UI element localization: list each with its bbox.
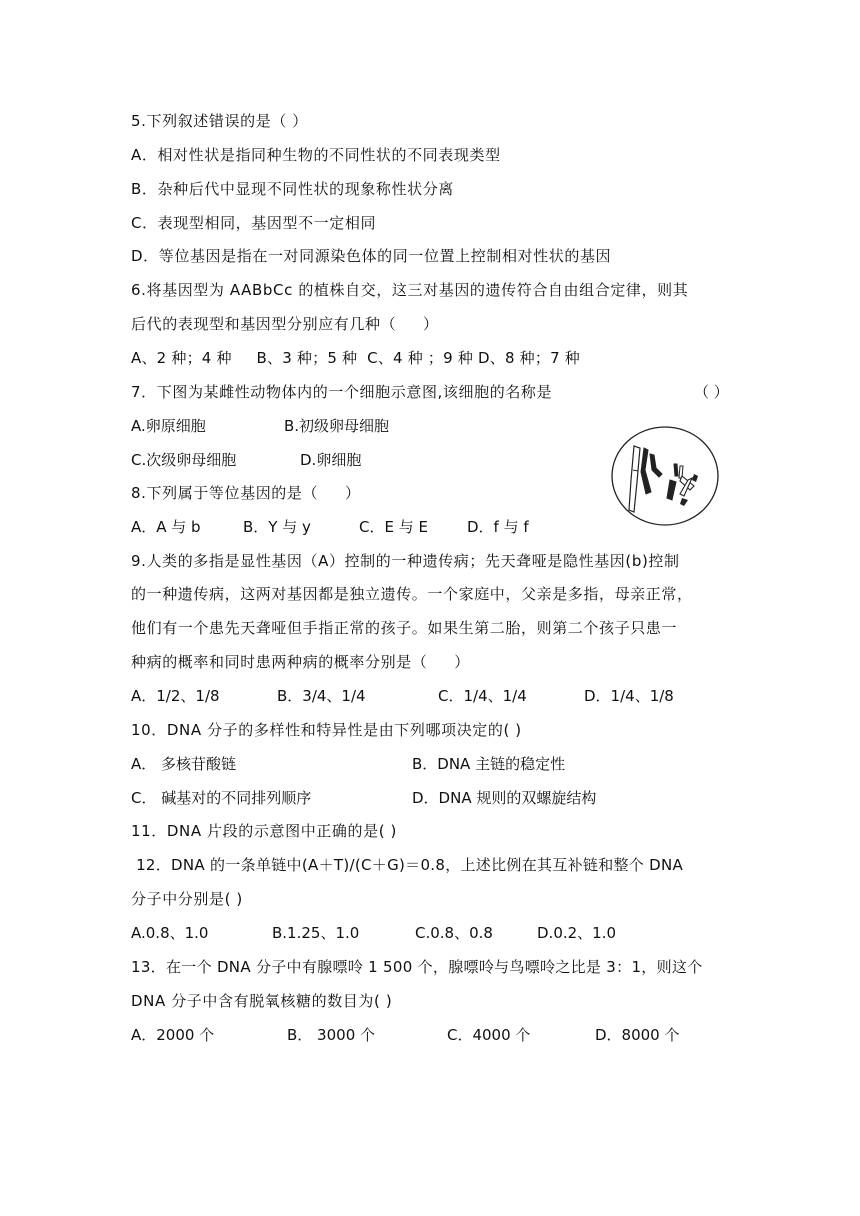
q13-option-a: A．2000 个 [131, 1026, 215, 1044]
q6-options: A、2 种；4 种 B、3 种；5 种 C、4 种 ；9 种 D、8 种；7 种 [131, 349, 580, 367]
q5-stem: 5.下列叙述错误的是（ ） [131, 112, 308, 130]
q5-option-c: C．表现型相同，基因型不一定相同 [131, 214, 377, 232]
q7-stem: 7．下图为某雌性动物体内的一个细胞示意图,该细胞的名称是 [131, 383, 553, 401]
q5-option-a: A．相对性状是指同种生物的不同性状的不同表现类型 [131, 146, 501, 164]
q9-options [131, 686, 731, 706]
q10-option-b: B．DNA 主链的稳定性 [412, 755, 566, 773]
q9-option-a: A．1/2、1/8 [131, 687, 220, 705]
q12-option-c: C.0.8、0.8 [415, 924, 493, 942]
q13-options [131, 1025, 731, 1045]
q12-option-d: D.0.2、1.0 [537, 924, 617, 942]
q9-line1: 9.人类的多指是显性基因（A）控制的一种遗传病；先天聋哑是隐性基因(b)控制 [131, 552, 680, 570]
q8-option-c: C．E 与 E [359, 518, 428, 536]
q12-line2: 分子中分别是( ) [131, 890, 243, 908]
q7-option-a: A.卵原细胞 [131, 417, 206, 435]
q10-options-row1 [131, 754, 731, 774]
q8-options [131, 517, 611, 537]
q9-line4: 种病的概率和同时患两种病的概率分别是（ ） [131, 653, 470, 671]
q12-option-b: B.1.25、1.0 [272, 924, 360, 942]
q12-options [131, 923, 731, 943]
q9-option-d: D．1/4、1/8 [584, 687, 674, 705]
q11-stem: 11．DNA 片段的示意图中正确的是( ) [131, 822, 397, 840]
q8-option-d: D．f 与 f [467, 518, 529, 536]
q7-options-row1 [131, 416, 611, 436]
q7-options-row2 [131, 450, 611, 470]
q12-option-a: A.0.8、1.0 [131, 924, 209, 942]
q13-line1: 13．在一个 DNA 分子中有腺嘌呤 1 500 个，腺嘌呤与鸟嘌呤之比是 3：1，则这个 [131, 958, 703, 976]
q9-line2: 的一种遗传病，这两对基因都是独立遗传。一个家庭中，父亲是多指，母亲正常， [131, 585, 693, 603]
q13-line2: DNA 分子中含有脱氧核糖的数目为( ) [131, 992, 393, 1010]
q9-option-c: C．1/4、1/4 [438, 687, 527, 705]
q10-option-c: C． 碱基对的不同排列顺序 [131, 789, 312, 807]
q6-stem-line2: 后代的表现型和基因型分别应有几种（ ） [131, 315, 439, 333]
q8-stem: 8.下列属于等位基因的是（ ） [131, 484, 361, 502]
q9-option-b: B．3/4、1/4 [277, 687, 366, 705]
q10-options-row2 [131, 788, 731, 808]
q7-option-b: B.初级卵母细胞 [284, 417, 390, 435]
q5-option-b: B．杂种后代中显现不同性状的现象称性状分离 [131, 180, 454, 198]
q7-answer-paren: （ ） [694, 383, 729, 401]
q5-option-d: D．等位基因是指在一对同源染色体的同一位置上控制相对性状的基因 [131, 247, 612, 265]
q12-line1: 12．DNA 的一条单链中(A＋T)/(C＋G)＝0.8，上述比例在其互补链和整个 DNA [131, 856, 684, 874]
q10-option-a: A． 多核苷酸链 [131, 755, 237, 773]
q9-line3: 他们有一个患先天聋哑但手指正常的孩子。如果生第二胎，则第二个孩子只患一 [131, 619, 678, 637]
q13-option-d: D．8000 个 [595, 1026, 680, 1044]
q8-option-a: A．A 与 b [131, 518, 201, 536]
q7-option-c: C.次级卵母细胞 [131, 451, 237, 469]
q7-option-d: D.卵细胞 [300, 451, 362, 469]
q13-option-b: B． 3000 个 [287, 1026, 376, 1044]
q10-option-d: D．DNA 规则的双螺旋结构 [412, 789, 597, 807]
cell-diagram-icon [610, 424, 720, 528]
q8-option-b: B．Y 与 y [243, 518, 311, 536]
q10-stem: 10．DNA 分子的多样性和特异性是由下列哪项决定的( ) [131, 721, 522, 739]
q13-option-c: C．4000 个 [447, 1026, 531, 1044]
q6-stem-line1: 6.将基因型为 AABbCc 的植株自交，这三对基因的遗传符合自由组合定律，则其 [131, 281, 689, 299]
